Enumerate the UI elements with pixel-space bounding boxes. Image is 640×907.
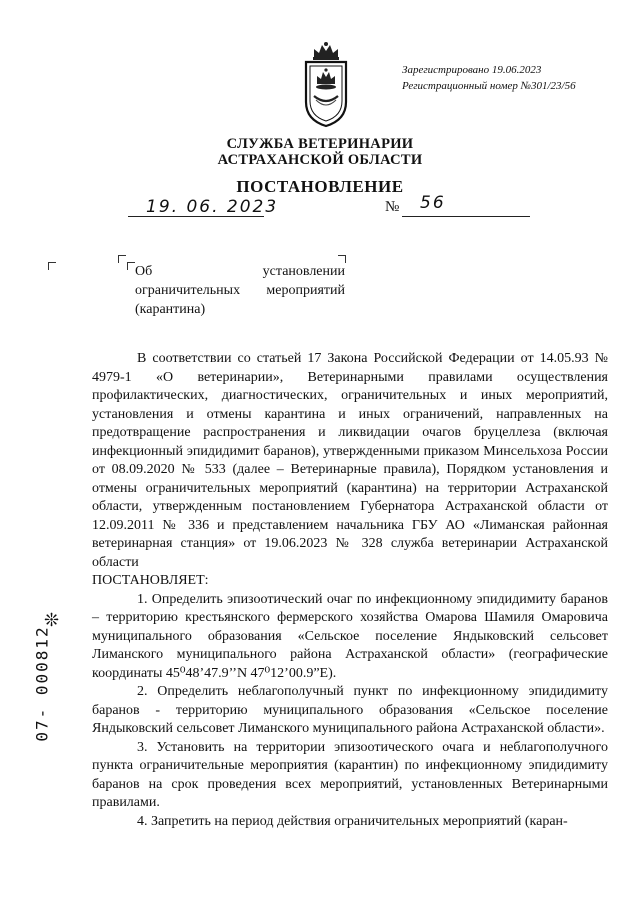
- registration-number: Регистрационный номер №301/23/56: [402, 80, 576, 92]
- margin-corner-mark: [48, 262, 56, 270]
- subject-bracket-left: [118, 255, 126, 263]
- document-subject: Об установлении ограничительных мероприятий (карантина): [135, 264, 345, 317]
- item-1-paragraph: 1. Определить эпизоотический очаг по инфекционному эпидидимиту баранов – территорию крестьянского фермерского хозяйства Омарова Шамиля Омаровича муниципального образования «Сельское поселение Яндыковский сельсовет Лиманского муниципального района Астраханской области» (географические координаты 45⁰48’47.9’’N 47⁰12’00.9”E).: [92, 591, 608, 681]
- document-number: 56: [420, 193, 446, 213]
- coat-of-arms-emblem: [300, 40, 352, 128]
- item-3-paragraph: 3. Установить на территории эпизоотического очага и неблагополучного пункта ограничительные мероприятия (карантин) по инфекционному эпидидимиту баранов на срок проведения всех мероприятий, установленных Ветеринарными правилами.: [92, 739, 608, 810]
- number-sign: №: [385, 199, 400, 215]
- document-date: 19. 06. 2023: [146, 197, 279, 217]
- organization-name-line1: СЛУЖБА ВЕТЕРИНАРИИ: [226, 136, 414, 152]
- item-4-paragraph: 4. Запретить на период действия ограничительных мероприятий (каран-: [137, 813, 568, 829]
- document-type-title: ПОСТАНОВЛЕНИЕ: [236, 177, 404, 196]
- organization-name-line2: АСТРАХАНСКОЙ ОБЛАСТИ: [217, 152, 423, 168]
- item-2-paragraph: 2. Определить неблагополучный пункт по инфекционному эпидидимиту баранов - территорию муниципального образования «Сельское поселение Яндыковский сельсовет Лиманского муниципального района Астраханской области».: [92, 684, 608, 736]
- number-underline: [402, 216, 530, 217]
- side-stamp-mark: ❊: [44, 610, 60, 630]
- side-stamp: [32, 560, 70, 860]
- preamble-paragraph: В соответствии со статьей 17 Закона Российской Федерации от 14.05.93 № 4979-1 «О ветеринарии», Ветеринарными правилами осуществления профилактических, диагностических, ограничительных и иных мероприятий, установления и отмены карантина и иных ограничений, направленных на предотвращение распространения и ликвидации очагов бруцеллеза (включая инфекционный эпидидимит баранов), утвержденными приказом Минсельхоза России от 08.09.2020 № 533 (далее – Ветеринарные правила), Порядком установления и отмены ограничительных мероприятий (карантина) на территории Астраханской области, утвержденным постановлением Губернатора Астраханской области от 12.09.2011 № 336 и представлением начальника ГБУ АО «Лиманская районная ветеринарная станция» от 19.06.2023 № 328 служба ветеринарии Астраханской области: [92, 351, 608, 570]
- registration-stamp: [402, 62, 576, 94]
- subject-bracket-left-inner: [127, 262, 135, 270]
- side-stamp-number: 07- 000812: [32, 625, 52, 742]
- decree-heading: ПОСТАНОВЛЯЕТ:: [92, 573, 209, 588]
- registration-date: Зарегистрировано 19.06.2023: [402, 64, 542, 76]
- document-body: [92, 350, 608, 831]
